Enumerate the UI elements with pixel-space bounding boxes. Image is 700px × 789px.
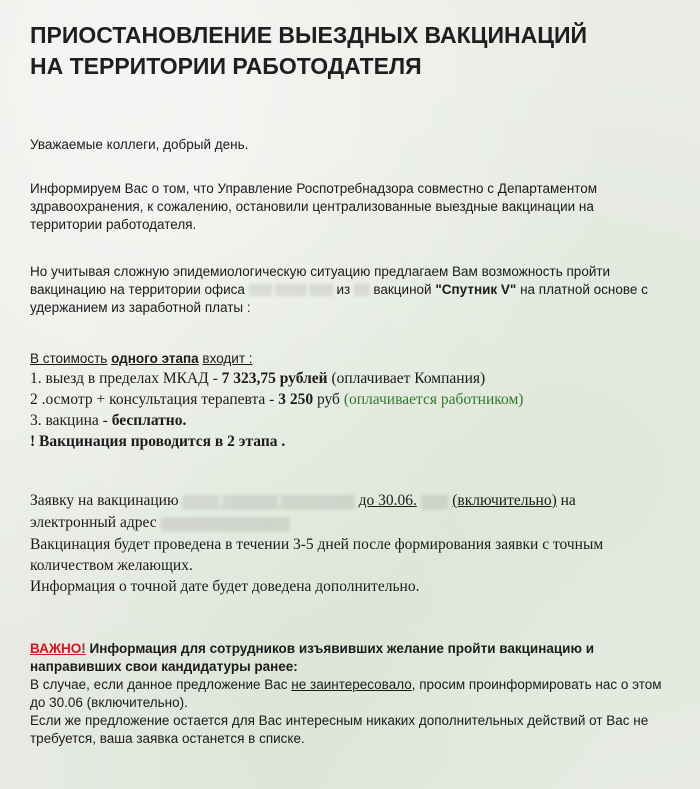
inform-paragraph: Информируем Вас о том, что Управление Роспотребнадзора совместно с Департаментом здравоохранения, к сожалению, остановили централизованные выездные вакцинации на территории работодателя. [30, 181, 598, 232]
cost-item-2-price: 3 250 [278, 391, 314, 408]
request-email-label: на электронный адрес [30, 492, 576, 531]
offer-text-2: из [336, 282, 351, 297]
cost-heading-bold: одного этапа [111, 351, 199, 366]
important-paragraph-1 [30, 676, 675, 712]
request-text-1: Заявку на вакцинацию [30, 492, 179, 509]
important-p1-pre: В случае, если данное предложение Вас [30, 677, 288, 692]
request-line-2: Вакцинация будет проведена в течении 3-5 дней после формирования заявки с точным количеством желающих. [30, 535, 604, 574]
greeting: Уважаемые коллеги, добрый день. [30, 137, 249, 152]
important-label: ВАЖНО! [30, 641, 86, 656]
cost-item-1-price: 7 323,75 рублей [221, 370, 328, 387]
offer-text-1: Но учитывая сложную эпидемиологическую ситуацию предлагаем Вам возможность пройти вакцинацию на территории офиса [30, 264, 611, 297]
cost-heading-post: входит : [202, 351, 253, 366]
redacted-company: ▒▒ [354, 284, 370, 297]
important-heading-text: Информация для сотрудников изъявивших желание пройти вакцинацию и направивших свои кандидатуры ранее: [30, 641, 595, 674]
cost-heading [30, 350, 670, 368]
vaccine-name: "Спутник V" [435, 282, 517, 297]
request-line-1 [30, 490, 655, 534]
redacted-office: ▒▒▒ ▒▒▒▒ ▒▒▒ [248, 284, 333, 297]
request-inclusive: (включительно) [452, 492, 557, 509]
cost-item-2-unit: руб [316, 391, 340, 408]
important-section [30, 640, 675, 748]
cost-item-2-label: 2 .осмотр + консультация терапевта - [30, 391, 275, 408]
cost-item-3 [30, 410, 670, 431]
redacted-email: ▒▒▒▒▒▒▒▒▒▒▒▒▒▒ [160, 515, 290, 531]
cost-section [30, 350, 670, 452]
title-line-2: НА ТЕРРИТОРИИ РАБОТОДАТЕЛЯ [30, 53, 422, 79]
offer-paragraph [30, 263, 670, 317]
memo-title [30, 20, 680, 82]
cost-heading-pre: В стоимость [30, 351, 108, 366]
important-p1-underlined: не заинтересовало [291, 677, 412, 692]
request-line-3: Информация о точной дате будет доведена дополнительно. [30, 577, 420, 595]
request-section [30, 490, 655, 597]
redacted-request-detail: ▒▒▒▒ ▒▒▒▒▒▒ ▒▒▒▒▒▒▒▒ [182, 493, 355, 509]
important-paragraph-2: Если же предложение остается для Вас интересным никаких дополнительных действий от Вас не требуется, ваша заявка останется в списке. [30, 713, 649, 746]
cost-item-1-label: 1. выезд в пределах МКАД - [30, 370, 218, 387]
cost-item-1-note: (оплачивает Компания) [331, 370, 486, 387]
title-line-1: ПРИОСТАНОВЛЕНИЕ ВЫЕЗДНЫХ ВАКЦИНАЦИЙ [30, 22, 588, 48]
important-heading [30, 640, 675, 676]
cost-item-1 [30, 368, 670, 389]
cost-item-2-note: (оплачивается работником) [343, 391, 524, 408]
request-deadline: до 30.06. [358, 492, 417, 509]
stages-note: ! Вакцинация проводится в 2 этапа . [30, 433, 286, 450]
cost-item-3-label: 3. вакцина - [30, 412, 108, 429]
redacted-request-detail-2: ▒▒▒ [420, 493, 449, 509]
offer-text-4: на платной основе с удержанием из заработной платы : [30, 282, 648, 316]
important-p1-post: , просим проинформировать нас о этом до 30.06 (включительно). [30, 677, 662, 710]
cost-item-3-free: бесплатно. [111, 412, 187, 429]
cost-item-2 [30, 389, 670, 410]
offer-text-3: вакциной [373, 282, 432, 297]
